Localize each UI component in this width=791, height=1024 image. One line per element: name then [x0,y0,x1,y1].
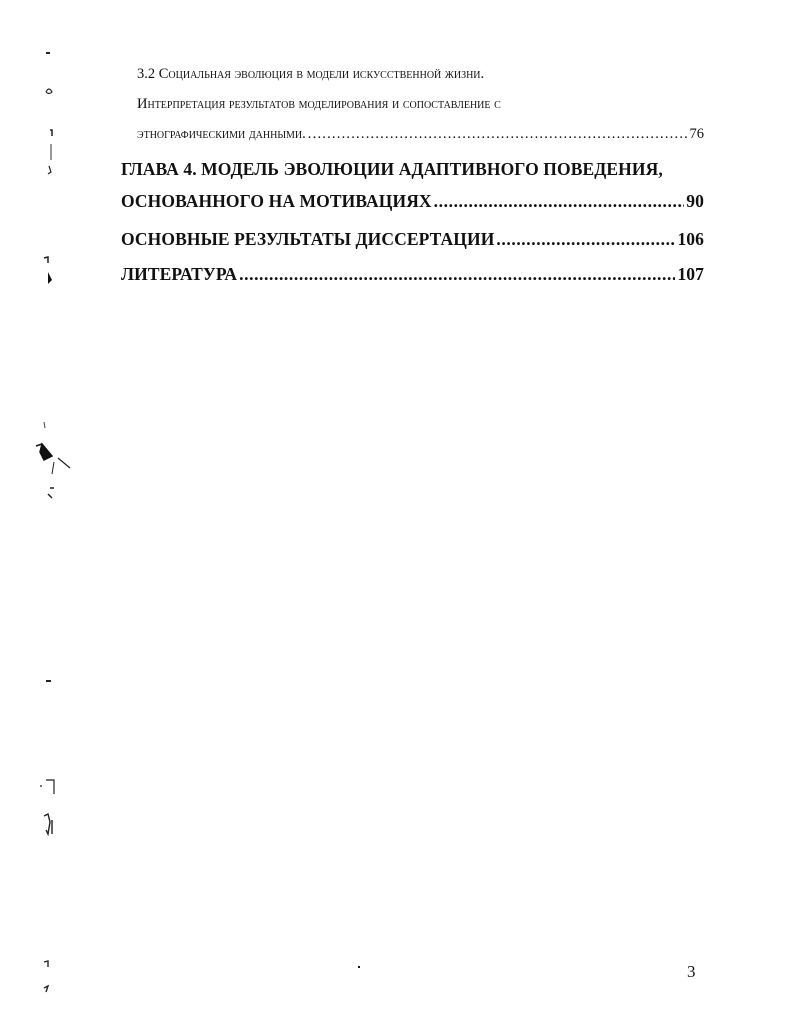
page-number: 3 [687,962,696,981]
dot-leader [308,126,688,143]
scan-speck [44,986,48,992]
toc-entry-3-2-title-line-1: 3.2 Социальная эволюция в модели искусственной жизни. [137,66,485,82]
toc-entry-3-2-line-2[interactable] [137,96,702,113]
toc-entry-3-2-title-line-3: этнографическими данными. [137,126,306,142]
scan-speck [50,130,52,136]
scan-speck [48,166,51,174]
scan-speck [44,814,52,834]
scan-speck [36,444,52,460]
scan-speck [40,780,54,794]
scan-speck [44,422,45,428]
toc-entry-chapter-4-title-line-2: ОСНОВАННОГО НА МОТИВАЦИЯХ [121,191,432,211]
dot-leader [434,191,685,212]
toc-entry-3-2-line-3[interactable] [137,126,704,143]
toc-entry-chapter-4-title-line-1: ГЛАВА 4. МОДЕЛЬ ЭВОЛЮЦИИ АДАПТИВНОГО ПОВЕДЕНИЯ, [121,159,663,179]
toc-entry-literature[interactable] [121,264,704,285]
toc-entry-results-title: ОСНОВНЫЕ РЕЗУЛЬТАТЫ ДИССЕРТАЦИИ [121,229,495,249]
scan-speck [358,966,360,968]
scan-speck [46,52,50,54]
scan-artifacts [0,0,80,1024]
toc-entry-chapter-4-page: 90 [686,191,704,211]
scan-speck [52,462,54,474]
toc-entry-results-page: 106 [677,229,704,249]
scan-speck [44,961,48,967]
scan-speck [48,488,54,498]
toc-entry-chapter-4-line-2[interactable] [121,191,704,212]
scan-speck [58,458,70,468]
toc-entry-3-2-title-line-2: Интерпретация результатов моделирования и сопоставление с [137,96,501,112]
toc-entry-3-2-line-1[interactable] [137,66,702,83]
toc-entry-3-2-page: 76 [689,126,704,142]
scan-speck [48,272,52,284]
toc-entry-literature-title: ЛИТЕРАТУРА [121,264,238,284]
toc-entry-chapter-4-line-1[interactable] [121,159,704,180]
scan-speck [46,89,52,94]
toc-entry-results[interactable] [121,229,704,250]
scan-speck [44,257,48,263]
dot-leader [239,264,675,285]
toc-entry-literature-page: 107 [677,264,704,284]
dot-leader [496,229,675,250]
scan-speck [46,680,51,682]
